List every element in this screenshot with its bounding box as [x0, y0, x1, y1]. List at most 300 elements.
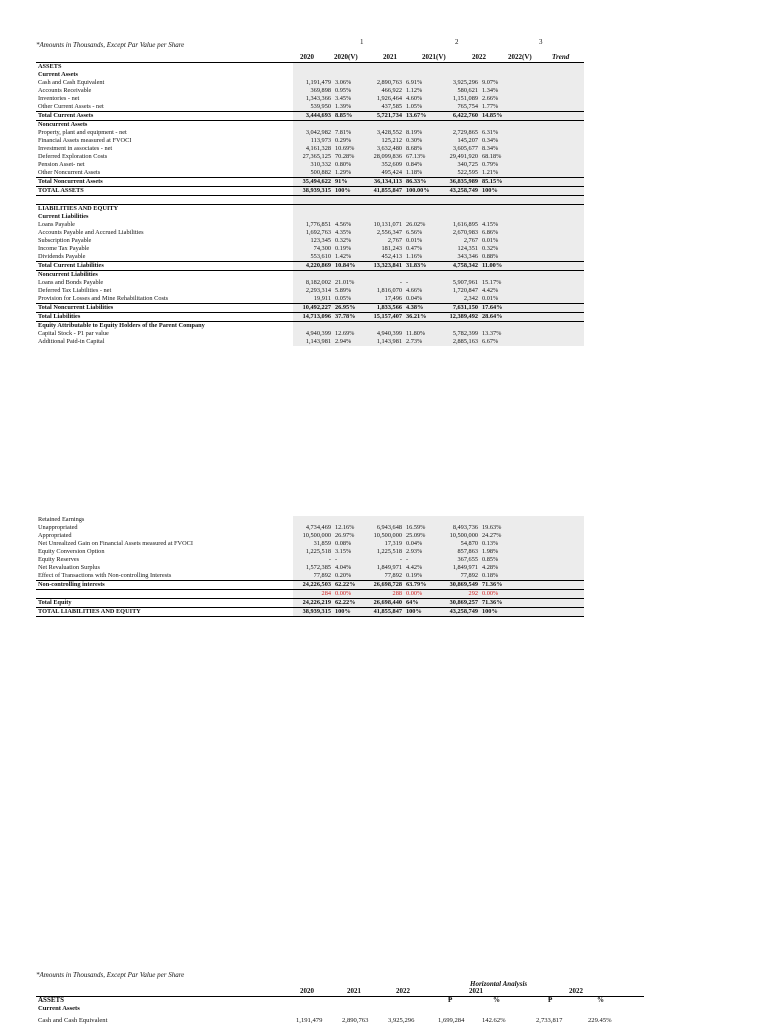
second-cash-ha2021-pct: 142.62%: [482, 1017, 506, 1024]
percent-cell: 9.07%: [480, 79, 507, 87]
amount-cell: 1,191,479: [293, 79, 333, 87]
percent-cell: 13.67%: [404, 112, 431, 121]
trend-cell: [507, 322, 584, 331]
table-row: [36, 540, 584, 548]
percent-cell: 1.12%: [404, 87, 431, 95]
table-row: [36, 169, 584, 178]
percent-cell: 0.08%: [333, 540, 355, 548]
percent-cell: 1.18%: [404, 169, 431, 178]
trend-cell: [507, 572, 584, 581]
percent-cell: 0.00%: [404, 590, 431, 599]
amount-cell: 113,973: [293, 137, 333, 145]
trend-cell: [507, 95, 584, 103]
amount-cell: 1,225,518: [355, 548, 404, 556]
amount-cell: 43,258,749: [431, 187, 480, 196]
trend-cell: [507, 63, 584, 71]
percent-cell: [333, 213, 355, 221]
percent-cell: 0.85%: [480, 556, 507, 564]
percent-cell: 0.01%: [404, 237, 431, 245]
trend-cell: [507, 137, 584, 145]
percent-cell: 31.83%: [404, 262, 431, 271]
trend-cell: [507, 187, 584, 196]
horizontal-analysis-title: Horizontal Analysis: [470, 980, 528, 988]
amount-cell: 3,632,480: [355, 145, 404, 153]
percent-cell: 3.45%: [333, 95, 355, 103]
percent-cell: 0.20%: [333, 572, 355, 581]
percent-cell: 2.93%: [404, 548, 431, 556]
percent-cell: [404, 63, 431, 71]
amount-cell: 14,713,096: [293, 313, 333, 322]
percent-cell: 26.97%: [335, 532, 355, 539]
trend-cell: [507, 287, 584, 295]
amounts-note: *Amounts in Thousands, Except Par Value per Share: [36, 41, 185, 49]
amount-cell: 495,424: [355, 169, 404, 178]
row-label: Loans Payable: [38, 221, 75, 228]
percent-cell: 71.36%: [480, 599, 507, 608]
amounts-note-2: *Amounts in Thousands, Except Par Value per Share: [36, 971, 185, 979]
trend-cell: [507, 599, 584, 608]
percent-cell: 0.01%: [480, 237, 507, 245]
table-row: [36, 581, 584, 590]
percent-cell: 12.69%: [335, 330, 355, 337]
amount-cell: 367,655: [431, 556, 480, 564]
amount-cell: [431, 196, 480, 205]
amount-cell: 500,882: [293, 169, 333, 178]
amount-cell: 2,885,163: [431, 338, 480, 346]
percent-cell: 13.37%: [480, 330, 507, 338]
amount-cell: -: [293, 556, 333, 564]
percent-cell: -: [333, 556, 355, 564]
ha-year-2022: 2022: [569, 987, 583, 995]
amount-cell: 35,494,622: [293, 178, 333, 187]
trend-cell: [507, 253, 584, 262]
column-number-1: 1: [360, 38, 364, 46]
amount-cell: 10,500,000: [355, 532, 404, 540]
trend-cell: [507, 304, 584, 313]
percent-cell: 6.91%: [404, 79, 431, 87]
table-row: [36, 287, 584, 295]
percent-cell: 3.15%: [333, 548, 355, 556]
row-label: TOTAL LIABILITIES AND EQUITY: [36, 608, 293, 617]
amount-cell: 2,342: [431, 295, 480, 304]
row-label: Investment in associates - net: [38, 145, 113, 152]
amount-cell: 41,855,847: [355, 608, 404, 617]
table-row: [36, 229, 584, 237]
amount-cell: 5,907,961: [431, 279, 480, 287]
amount-cell: 1,151,089: [431, 95, 480, 103]
amount-cell: [355, 121, 404, 130]
amount-cell: 765,754: [431, 103, 480, 112]
trend-cell: [507, 590, 584, 599]
percent-cell: [404, 516, 431, 524]
percent-cell: 1.98%: [480, 548, 507, 556]
percent-cell: 2.66%: [480, 95, 507, 103]
percent-cell: 0.19%: [333, 245, 355, 253]
percent-cell: 14.85%: [480, 112, 507, 121]
table-row: [36, 262, 584, 271]
amount-cell: 181,243: [355, 245, 404, 253]
table-row: [36, 548, 584, 556]
amount-cell: 145,207: [431, 137, 480, 145]
trend-cell: [507, 213, 584, 221]
percent-cell: 1.77%: [480, 103, 507, 112]
amount-cell: 437,585: [355, 103, 404, 112]
percent-cell: 8.68%: [404, 145, 431, 153]
amount-cell: 466,922: [355, 87, 404, 95]
amount-cell: [293, 271, 333, 280]
percent-cell: 100%: [333, 608, 355, 617]
amount-cell: [293, 71, 333, 79]
table-row: [36, 295, 584, 304]
percent-cell: [333, 205, 355, 214]
amount-cell: 857,863: [431, 548, 480, 556]
percent-cell: 4.28%: [480, 564, 507, 572]
trend-cell: [507, 205, 584, 214]
amount-cell: 6,422,760: [431, 112, 480, 121]
column-number-2: 2: [455, 38, 459, 46]
percent-cell: 0.84%: [404, 161, 431, 169]
table-row: [36, 279, 584, 287]
amount-cell: 38,939,315: [293, 187, 333, 196]
amount-cell: 369,898: [293, 87, 333, 95]
second-cash-ha2021: 1,699,284: [438, 1017, 465, 1024]
amount-cell: 1,143,981: [293, 338, 333, 346]
amount-cell: 5,721,734: [355, 112, 404, 121]
amount-cell: 452,413: [355, 253, 404, 262]
trend-cell: [507, 161, 584, 169]
row-label: Total Liabilities: [36, 313, 293, 322]
trend-cell: [507, 153, 584, 161]
percent-cell: 0.18%: [480, 572, 507, 581]
trend-cell: [507, 262, 584, 271]
balance-sheet-table-bottom: [36, 516, 584, 617]
table-row: [36, 516, 584, 524]
percent-cell: [480, 271, 507, 280]
amount-cell: 29,491,920: [431, 153, 480, 161]
percent-cell: [480, 213, 507, 221]
amount-cell: 522,595: [431, 169, 480, 178]
amount-cell: 41,855,847: [355, 187, 404, 196]
second-current-assets: [36, 1005, 644, 1014]
percent-cell: 2.94%: [333, 338, 355, 346]
table-row: [36, 95, 584, 103]
table-row: [36, 572, 584, 581]
percent-cell: [480, 322, 507, 331]
trend-cell: [507, 532, 584, 540]
table-row: [36, 556, 584, 564]
row-label: Equity Attributable to Equity Holders of the Parent Company: [38, 322, 205, 329]
amount-cell: 1,616,895: [431, 221, 480, 229]
row-label: Total Equity: [36, 599, 293, 608]
row-label: Deferred Exploration Costs: [38, 153, 108, 160]
amount-cell: 1,720,847: [431, 287, 480, 295]
trend-cell: [507, 103, 584, 112]
header-2021v: 2021(V): [422, 53, 446, 61]
amount-cell: 54,870: [431, 540, 480, 548]
second-year-2020: 2020: [300, 987, 314, 995]
percent-cell: 6.31%: [480, 129, 507, 137]
amount-cell: 26,698,440: [355, 599, 404, 608]
amount-cell: 1,776,851: [293, 221, 333, 229]
amount-cell: 4,734,469: [293, 524, 333, 532]
percent-cell: 63.79%: [404, 581, 431, 590]
amount-cell: 1,849,971: [355, 564, 404, 572]
percent-cell: [333, 322, 355, 331]
amount-cell: 553,610: [293, 253, 333, 262]
table-row: [36, 213, 584, 221]
amount-cell: 1,849,971: [431, 564, 480, 572]
percent-cell: 12.16%: [335, 524, 355, 531]
percent-cell: -: [404, 556, 431, 564]
amount-cell: 10,500,000: [293, 532, 333, 540]
table-row: [36, 121, 584, 130]
percent-cell: [333, 196, 355, 205]
table-row: [36, 313, 584, 322]
percent-cell: 71.36%: [480, 581, 507, 590]
amount-cell: 7,631,150: [431, 304, 480, 313]
table-row: [36, 322, 584, 331]
amount-cell: [431, 213, 480, 221]
percent-cell: 19.63%: [480, 524, 507, 532]
amount-cell: 352,609: [355, 161, 404, 169]
amount-cell: [355, 322, 404, 331]
amount-cell: 284: [293, 590, 333, 599]
percent-cell: 1.29%: [333, 169, 355, 178]
table-header: [36, 51, 584, 63]
table-row: [36, 590, 584, 599]
amount-cell: 1,692,763: [293, 229, 333, 237]
amount-cell: 36,835,989: [431, 178, 480, 187]
percent-cell: 4.56%: [333, 221, 355, 229]
percent-cell: 28.64%: [480, 313, 507, 322]
trend-cell: [507, 556, 584, 564]
amount-cell: 124,351: [431, 245, 480, 253]
percent-cell: 4.42%: [480, 287, 507, 295]
row-label: Pension Asset- net: [38, 161, 85, 168]
trend-cell: [507, 221, 584, 229]
amount-cell: 31,859: [293, 540, 333, 548]
amount-cell: [355, 63, 404, 71]
amount-cell: 4,940,399: [293, 330, 333, 338]
trend-cell: [507, 196, 584, 205]
amount-cell: [431, 516, 480, 524]
row-label: ASSETS: [38, 63, 62, 70]
row-label: Noncurrent Liabilities: [38, 271, 98, 278]
percent-cell: 1.05%: [404, 103, 431, 112]
percent-cell: 1.21%: [480, 169, 507, 178]
table-row: [36, 237, 584, 245]
amount-cell: 1,816,070: [355, 287, 404, 295]
amount-cell: [431, 322, 480, 331]
amount-cell: 30,869,257: [431, 599, 480, 608]
trend-cell: [507, 540, 584, 548]
row-label: Deferred Tax Liabilities - net: [38, 287, 112, 294]
percent-cell: 100%: [404, 608, 431, 617]
table-row: [36, 112, 584, 121]
trend-cell: [507, 564, 584, 572]
table-row: [36, 145, 584, 153]
percent-cell: 6.56%: [404, 229, 431, 237]
percent-cell: 21.01%: [335, 279, 355, 286]
percent-cell: [333, 63, 355, 71]
header-2022v: 2022(V): [508, 53, 532, 61]
amount-cell: 1,143,981: [355, 338, 404, 346]
amount-cell: 288: [355, 590, 404, 599]
row-label: Total Noncurrent Liabilities: [36, 304, 293, 313]
percent-cell: [480, 516, 507, 524]
amount-cell: 27,365,125: [293, 153, 333, 161]
percent-cell: 100.00%: [406, 187, 430, 194]
percent-cell: [333, 71, 355, 79]
row-label: Additional Paid-in Capital: [38, 338, 105, 345]
currency-symbol-2022: ₱: [548, 996, 553, 1004]
amount-cell: 4,220,869: [293, 262, 333, 271]
amount-cell: 2,293,314: [293, 287, 333, 295]
percent-cell: 4.15%: [480, 221, 507, 229]
table-row: [36, 245, 584, 253]
amount-cell: 4,940,399: [355, 330, 404, 338]
amount-cell: 123,345: [293, 237, 333, 245]
second-cash-ha2022-pct: 229.45%: [588, 1017, 612, 1024]
amount-cell: [355, 271, 404, 280]
percent-cell: 26.02%: [404, 221, 431, 229]
row-label: Total Current Liabilities: [36, 262, 293, 271]
amount-cell: 10,500,000: [431, 532, 480, 540]
table-row: [36, 87, 584, 95]
column-numbers: [36, 38, 584, 48]
table-row: [36, 330, 584, 338]
percent-cell: 100%: [333, 187, 355, 196]
amount-cell: 1,926,464: [355, 95, 404, 103]
row-label: Inventories - net: [38, 95, 80, 102]
percent-cell: 8.85%: [333, 112, 355, 121]
percent-cell: [404, 121, 431, 130]
amount-cell: 1,225,518: [293, 548, 333, 556]
column-number-3: 3: [539, 38, 543, 46]
percent-cell: 100%: [480, 187, 507, 196]
amount-cell: 1,833,566: [355, 304, 404, 313]
percent-cell: 1.42%: [333, 253, 355, 262]
row-label: Net Revaluation Surplus: [38, 564, 100, 571]
amount-cell: 2,670,983: [431, 229, 480, 237]
percent-cell: 62.22%: [335, 581, 355, 588]
row-label: Financial Assets measured at FVOCI: [38, 137, 132, 144]
percent-cell: 86.33%: [404, 178, 431, 187]
ha-year-2021: 2021: [469, 987, 483, 995]
percent-cell: [404, 213, 431, 221]
trend-cell: [507, 608, 584, 617]
percent-cell: 37.78%: [335, 313, 355, 320]
table-row: [36, 79, 584, 87]
percent-cell: 0.29%: [333, 137, 355, 145]
row-label: Unappropriated: [38, 524, 78, 531]
second-assets-label: ASSETS: [38, 996, 65, 1004]
percent-cell: 1.39%: [333, 103, 355, 112]
percent-cell: 0.01%: [480, 295, 507, 304]
percent-cell: 4.60%: [404, 95, 431, 103]
percent-cell: 2.73%: [404, 338, 431, 346]
percent-cell: [333, 121, 355, 130]
percent-cell: 4.42%: [404, 564, 431, 572]
amount-cell: 30,869,549: [431, 581, 480, 590]
amount-cell: -: [355, 556, 404, 564]
amount-cell: 24,226,503: [293, 581, 333, 590]
second-cash-row: [36, 1017, 644, 1026]
row-label: Accounts Payable and Accrued Liabilities: [38, 229, 144, 236]
percent-cell: 0.79%: [480, 161, 507, 169]
percent-cell: 0.05%: [333, 295, 355, 304]
amount-cell: [431, 71, 480, 79]
table-row: [36, 271, 584, 280]
trend-cell: [507, 516, 584, 524]
amount-cell: 310,332: [293, 161, 333, 169]
amount-cell: [355, 213, 404, 221]
percent-cell: [333, 516, 355, 524]
percent-cell: 26.95%: [335, 304, 355, 311]
percent-cell: 0.19%: [404, 572, 431, 581]
trend-cell: [507, 87, 584, 95]
percent-cell: 67.13%: [404, 153, 431, 161]
table-row: [36, 221, 584, 229]
row-label: Loans and Bonds Payable: [38, 279, 104, 286]
amount-cell: 3,428,552: [355, 129, 404, 137]
second-cash-2021: 2,890,763: [342, 1017, 369, 1024]
percent-cell: 24.27%: [480, 532, 507, 540]
row-label: [36, 196, 293, 205]
balance-sheet-table-top: [36, 63, 584, 346]
row-label: Total Current Assets: [36, 112, 293, 121]
trend-cell: [507, 548, 584, 556]
table-row: [36, 564, 584, 572]
percent-cell: 0.32%: [333, 237, 355, 245]
row-label: Other Current Assets - net: [38, 103, 104, 110]
percent-cell: 0.00%: [333, 590, 355, 599]
amount-cell: [431, 63, 480, 71]
amount-cell: [293, 213, 333, 221]
second-cash-2022: 3,925,296: [388, 1017, 415, 1024]
table-row: [36, 103, 584, 112]
percent-cell: 36.21%: [404, 313, 431, 322]
amount-cell: 43,258,749: [431, 608, 480, 617]
trend-cell: [507, 313, 584, 322]
percent-cell: 6.86%: [480, 229, 507, 237]
row-label: LIABILITIES AND EQUITY: [36, 205, 293, 214]
row-label: Retained Earnings: [38, 516, 85, 523]
trend-cell: [507, 129, 584, 137]
percent-cell: 15.17%: [480, 279, 507, 287]
table-row: [36, 205, 584, 214]
percent-cell: [404, 196, 431, 205]
percent-cell: 4.35%: [333, 229, 355, 237]
percent-cell: 64%: [404, 599, 431, 608]
percent-cell: 91%: [333, 178, 355, 187]
percent-cell: 85.15%: [480, 178, 507, 187]
percent-cell: 0.95%: [333, 87, 355, 95]
percent-cell: 17.64%: [480, 304, 507, 313]
amount-cell: [293, 121, 333, 130]
amount-cell: [293, 63, 333, 71]
percent-cell: [480, 71, 507, 79]
row-label: TOTAL ASSETS: [36, 187, 293, 196]
trend-cell: [507, 169, 584, 178]
amount-cell: 17,319: [355, 540, 404, 548]
percent-cell: 0.30%: [404, 137, 431, 145]
table-row: [36, 196, 584, 205]
currency-symbol-2021: ₱: [448, 996, 453, 1004]
header-2020: 2020: [300, 53, 314, 61]
row-label: Cash and Cash Equivalent: [38, 79, 105, 86]
pct-symbol-2021: %: [493, 996, 500, 1004]
